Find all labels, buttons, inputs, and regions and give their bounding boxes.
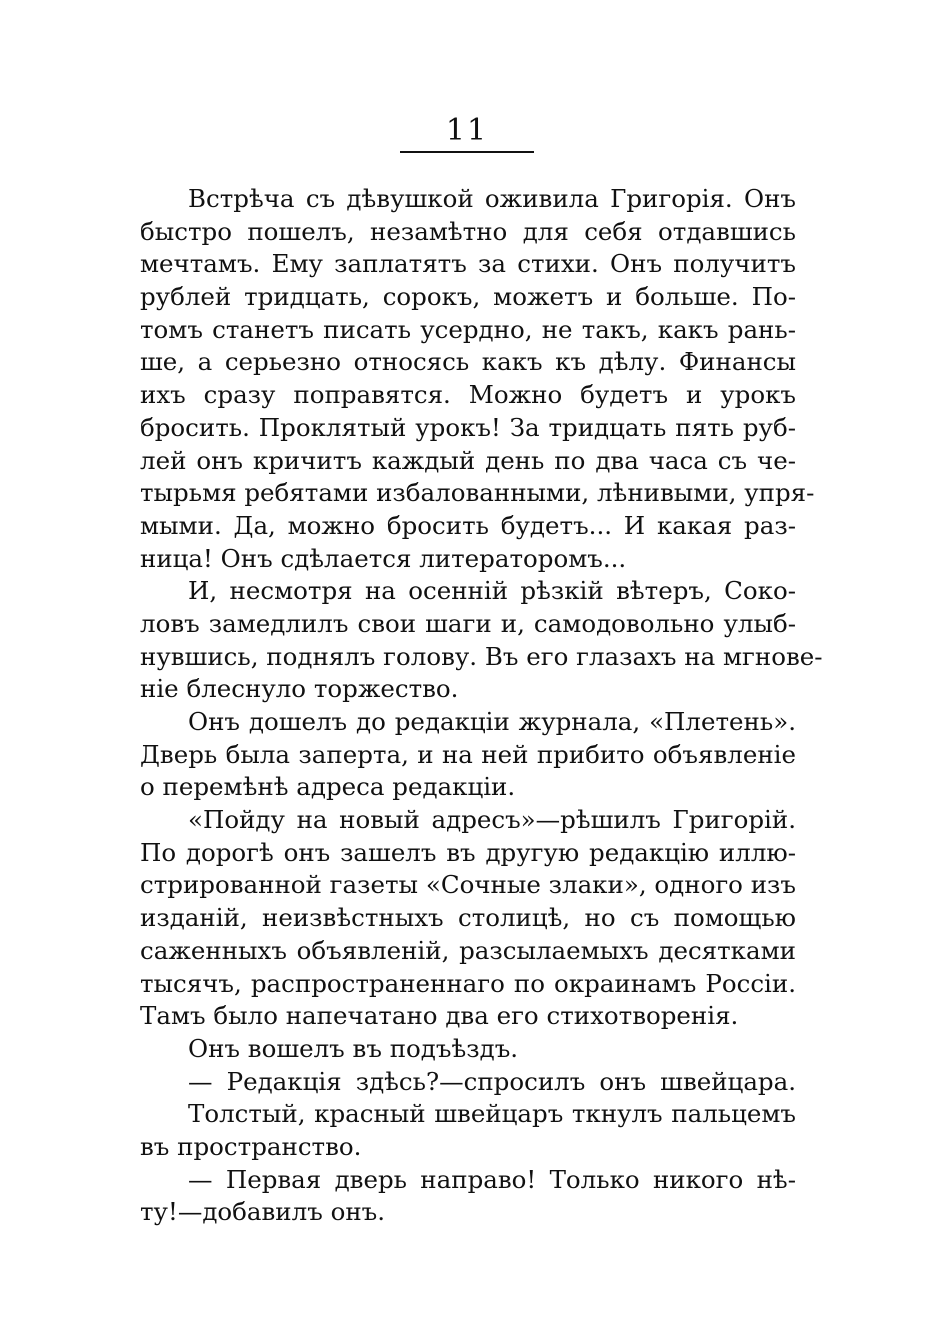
text-line: нувшись, поднялъ голову. Въ его глазахъ на мгнове- <box>140 641 823 671</box>
text-line: ше, а серьезно относясь какъ къ дѣлу. Финансы <box>140 347 796 377</box>
text-line: Толстый, красный швейцаръ ткнулъ пальцемъ <box>188 1099 796 1129</box>
page-number: 11 <box>445 113 489 148</box>
text-line: тырьмя ребятами избалованными, лѣнивыми, упря- <box>140 478 815 508</box>
text-line: рублей тридцать, сорокъ, можетъ и больше. По- <box>140 282 796 312</box>
text-line: Тамъ было напечатано два его стихотворенія. <box>140 1001 739 1031</box>
body-text <box>140 183 823 1229</box>
text-line: тысячъ, распространеннаго по окраинамъ Россіи. <box>140 968 796 998</box>
text-line: ловъ замедлилъ свои шаги и, самодовольно улыб- <box>140 608 796 638</box>
text-line: мечтамъ. Ему заплатятъ за стихи. Онъ получитъ <box>140 249 796 279</box>
text-line: Онъ вошелъ въ подъѣздъ. <box>188 1033 519 1063</box>
text-line: ница! Онъ сдѣлается литераторомъ... <box>140 543 627 573</box>
text-line: «Пойду на новый адресъ»—рѣшилъ Григорій. <box>188 805 796 835</box>
text-line: Дверь была заперта, и на ней прибито объявленіе <box>140 739 796 769</box>
text-line: ихъ сразу поправятся. Можно будетъ и урокъ <box>140 380 796 410</box>
page-number-rule <box>400 151 534 153</box>
text-line: — Редакція здѣсь?—спросилъ онъ швейцара. <box>188 1066 796 1096</box>
text-line: — Первая дверь направо! Только никого нѣ- <box>188 1164 796 1194</box>
text-line: томъ станетъ писать усердно, не такъ, какъ рань- <box>140 314 796 344</box>
text-line: быстро пошелъ, незамѣтно для себя отдавшись <box>140 216 796 246</box>
text-line: Онъ дошелъ до редакціи журнала, «Плетень». <box>188 707 796 736</box>
text-line: бросить. Проклятый урокъ! За тридцать пять руб- <box>140 412 796 442</box>
text-line: въ пространство. <box>140 1131 362 1161</box>
text-line: о перемѣнѣ адреса редакціи. <box>140 772 516 802</box>
text-line: И, несмотря на осенній рѣзкій вѣтеръ, Соко- <box>188 576 796 606</box>
text-line: ту!—добавилъ онъ. <box>140 1197 386 1227</box>
text-line: мыми. Да, можно бросить будетъ... И какая раз- <box>140 510 796 540</box>
text-line: изданій, неизвѣстныхъ столицѣ, но съ помощью <box>140 903 796 933</box>
text-line: Встрѣча съ дѣвушкой оживила Григорія. Онъ <box>188 184 796 213</box>
text-line: лей онъ кричитъ каждый день по два часа съ че- <box>140 445 796 475</box>
text-line: стрированной газеты «Сочные злаки», одного изъ <box>140 870 796 900</box>
text-line: саженныхъ объявленій, разсылаемыхъ десятками <box>140 935 796 965</box>
text-line: ніе блеснуло торжество. <box>140 674 459 704</box>
text-line: По дорогѣ онъ зашелъ въ другую редакцію иллю- <box>140 837 796 867</box>
